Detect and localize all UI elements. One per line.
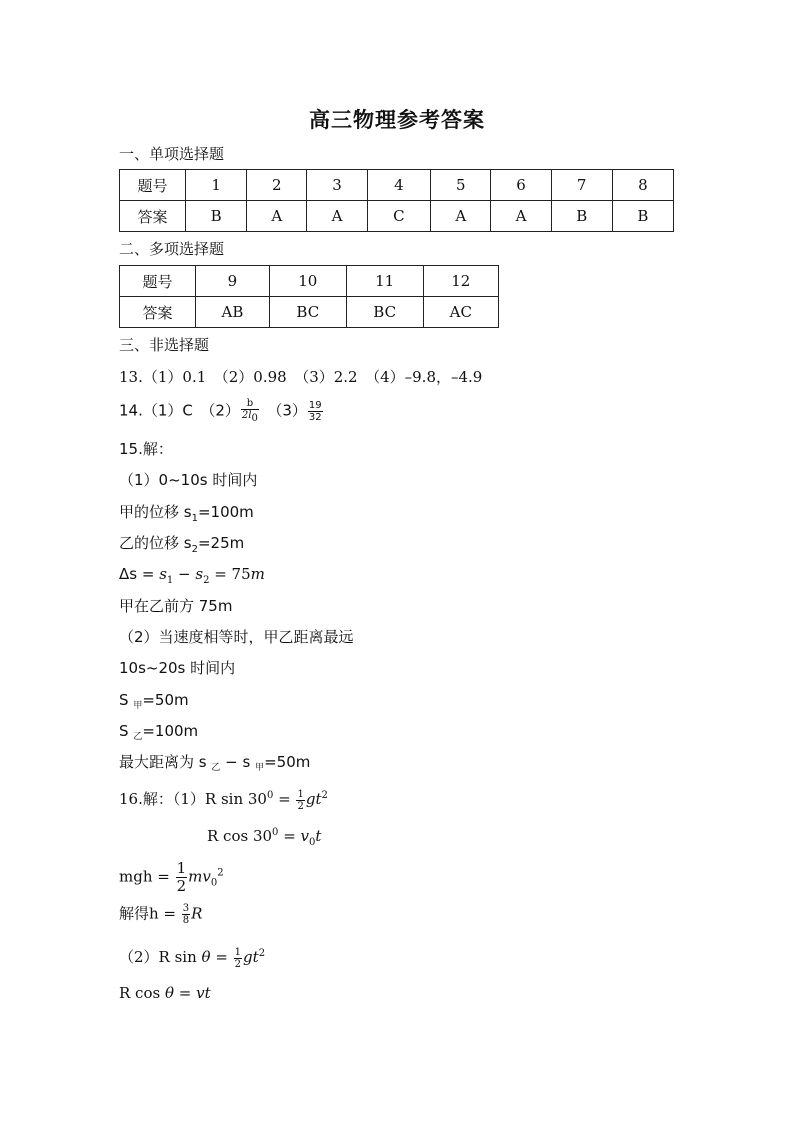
theta: θ <box>164 984 174 1002</box>
answer-cell: B <box>551 201 612 232</box>
fraction-numerator: 3 <box>182 903 190 914</box>
fraction-numerator: 1 <box>297 788 304 800</box>
delta-unit: m <box>250 565 265 583</box>
fraction-b-over-2l0 <box>241 398 259 424</box>
row-label-answer: 答案 <box>120 201 186 232</box>
section3-heading: 三、非选择题 <box>119 336 210 354</box>
q16-l1-prefix: 16.解：（1）R sin 30 <box>119 790 267 808</box>
fraction-three-eighths <box>182 903 190 926</box>
answer-cell: A <box>247 201 307 232</box>
max-sub-jia: 甲 <box>255 763 265 773</box>
v: v <box>300 827 310 845</box>
question-number: 1 <box>186 170 247 201</box>
answer-cell: B <box>186 201 247 232</box>
question-number: 9 <box>196 266 270 297</box>
answer-cell: B <box>612 201 673 232</box>
q16-line3 <box>119 860 224 895</box>
fraction-one-half <box>234 947 242 970</box>
s2-value: =25m <box>197 534 245 552</box>
fraction-numerator: b <box>241 398 259 410</box>
question-number: 7 <box>551 170 612 201</box>
squared-sup: 2 <box>258 948 266 959</box>
gt: gt <box>243 948 259 966</box>
minus-sign: − <box>173 565 196 583</box>
row-label-number: 题号 <box>120 170 186 201</box>
den-sub: 0 <box>251 413 258 424</box>
delta-s1-sub: 1 <box>166 575 174 586</box>
squared-sup: 2 <box>217 867 224 879</box>
q14-mid: （3） <box>259 401 307 420</box>
fraction-denominator: 32 <box>308 411 322 423</box>
fraction-denominator <box>241 410 259 424</box>
s-yi-sub: 乙 <box>133 732 143 742</box>
delta-s2-sub: 2 <box>203 575 210 586</box>
row-label-answer: 答案 <box>120 297 196 328</box>
q15-s-jia <box>119 690 189 713</box>
q15-delta-s <box>119 564 265 591</box>
answer-cell: BC <box>269 297 346 328</box>
section1-heading: 一、单项选择题 <box>119 145 225 163</box>
q16-l4-prefix: 解得h = <box>119 904 181 923</box>
delta-s1: s <box>159 565 167 583</box>
answer-q14 <box>119 398 324 424</box>
s1-sub: 1 <box>191 513 198 524</box>
s-yi-label: S <box>119 722 129 740</box>
v: v <box>202 867 211 886</box>
row-label-number: 题号 <box>120 266 196 297</box>
fraction-denominator: 8 <box>182 915 190 926</box>
s2-sub: 2 <box>191 544 198 555</box>
equals: = <box>174 984 197 1002</box>
q15-s1 <box>119 502 254 529</box>
answer-q13: 13.（1）0.1 （2）0.98 （3）2.2 （4）–9.8，–4.9 <box>119 368 483 386</box>
fraction-19-over-32 <box>308 400 323 423</box>
equals: = <box>273 790 296 808</box>
q16-line4 <box>119 903 202 926</box>
q16-l6-prefix: R cos <box>119 984 165 1002</box>
fraction-numerator: 1 <box>234 946 242 958</box>
delta-result: = 75 <box>209 565 251 583</box>
q15-interval: 10s~20s 时间内 <box>119 659 236 677</box>
table-row <box>120 170 674 201</box>
fraction-denominator: 2 <box>234 958 242 970</box>
q16-l3-prefix: mgh = <box>119 867 175 886</box>
fraction-denominator: 2 <box>297 800 304 812</box>
degree-sup: 0 <box>272 827 279 838</box>
page-title: 高三物理参考答案 <box>309 108 485 132</box>
squared-sup: 2 <box>321 790 328 801</box>
v-sub: 0 <box>309 837 316 848</box>
max-sub-yi: 乙 <box>211 763 221 773</box>
question-number: 12 <box>423 266 498 297</box>
equals: = <box>278 827 301 845</box>
answer-cell: BC <box>346 297 423 328</box>
table-row <box>120 266 499 297</box>
s-jia-label: S <box>119 691 129 709</box>
fraction-numerator: 1 <box>176 859 187 877</box>
s-jia-sub: 甲 <box>133 701 143 711</box>
single-choice-answer-table <box>119 169 674 232</box>
q15-s-yi <box>119 721 198 744</box>
max-mid: − s <box>220 753 251 771</box>
table-row <box>120 297 499 328</box>
question-number: 4 <box>367 170 430 201</box>
q15-part2: （2）当速度相等时，甲乙距离最远 <box>119 628 354 646</box>
fraction-numerator: 19 <box>308 399 322 411</box>
q16-line1 <box>119 786 328 812</box>
q16-line5 <box>119 944 265 970</box>
s1-label: 甲的位移 s <box>119 503 192 521</box>
vt: vt <box>196 984 211 1002</box>
degree-sup: 0 <box>266 790 274 801</box>
answer-cell: A <box>307 201 367 232</box>
question-number: 2 <box>247 170 307 201</box>
s2-label: 乙的位移 s <box>119 534 192 552</box>
answer-cell: AB <box>196 297 270 328</box>
q15-s2 <box>119 533 244 560</box>
q15-front: 甲在乙前方 75m <box>119 597 233 615</box>
s-jia-value: =50m <box>142 691 189 709</box>
q16-line6 <box>119 983 211 1003</box>
q14-prefix: 14.（1）C （2） <box>119 401 240 420</box>
section2-heading: 二、多项选择题 <box>119 240 225 258</box>
v-sub: 0 <box>210 877 218 889</box>
question-number: 11 <box>346 266 423 297</box>
gt: gt <box>305 790 322 808</box>
fraction-one-half <box>176 860 188 895</box>
q15-head: 15.解： <box>119 440 173 458</box>
q16-l2-prefix: R cos 30 <box>207 827 273 845</box>
s-yi-value: =100m <box>142 722 199 740</box>
table-row <box>120 201 674 232</box>
q16-line2 <box>207 823 321 853</box>
answer-cell: A <box>491 201 551 232</box>
fraction-denominator: 2 <box>176 877 187 895</box>
R: R <box>191 904 203 923</box>
q16-l5-prefix: （2）R sin <box>119 948 202 966</box>
question-number: 8 <box>612 170 673 201</box>
answer-cell: A <box>431 201 491 232</box>
t: t <box>315 827 322 845</box>
max-prefix: 最大距离为 s <box>119 753 207 771</box>
question-number: 6 <box>491 170 551 201</box>
den-base: 2l <box>241 410 252 421</box>
multi-choice-answer-table <box>119 265 499 328</box>
q15-part1: （1）0~10s 时间内 <box>119 471 258 489</box>
answer-cell: AC <box>423 297 498 328</box>
q15-max-distance <box>119 752 310 775</box>
max-value: =50m <box>264 753 311 771</box>
answer-cell: C <box>367 201 430 232</box>
delta-s-label: Δs = <box>119 565 160 583</box>
s1-value: =100m <box>197 503 254 521</box>
equals: = <box>210 948 233 966</box>
delta-s2: s <box>195 565 204 583</box>
question-number: 10 <box>269 266 346 297</box>
question-number: 5 <box>431 170 491 201</box>
fraction-one-half <box>296 789 304 812</box>
question-number: 3 <box>307 170 367 201</box>
m: m <box>188 867 203 886</box>
theta: θ <box>201 948 211 966</box>
